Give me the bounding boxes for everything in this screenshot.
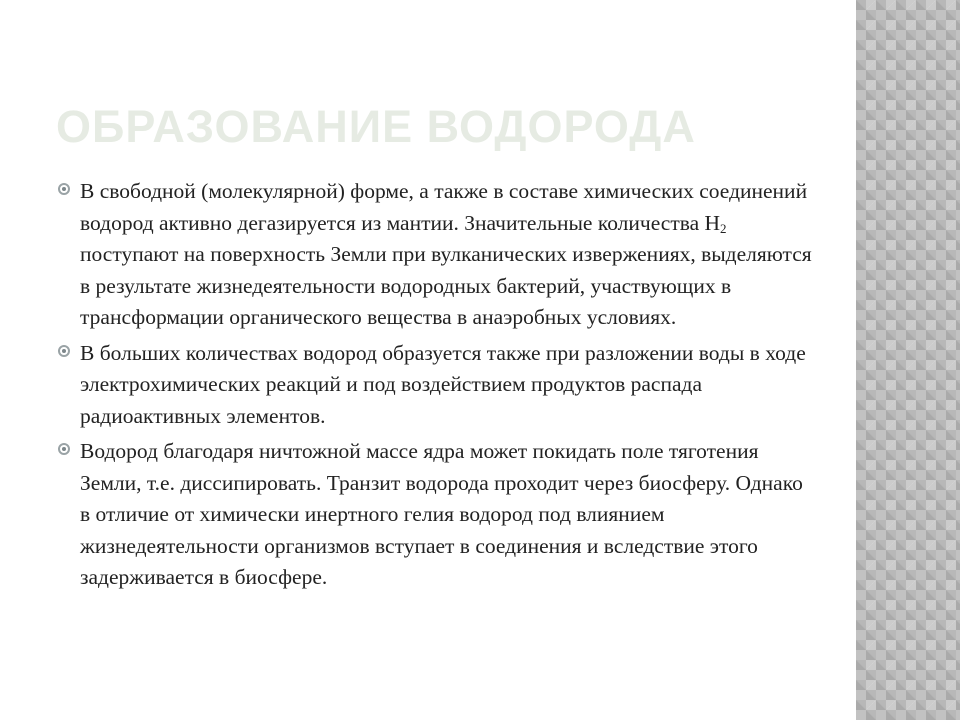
decorative-side-panel xyxy=(856,0,960,720)
bullet-item-3 xyxy=(56,436,816,594)
bullet-text-1b: поступают на поверхность Земли при вулканических извержениях, выделяются в результате жизнедеятельности водородных бактерий, участвующих в трансформации органического вещества в анаэробных условиях. xyxy=(80,242,812,329)
slide-title: ОБРАЗОВАНИЕ ВОДОРОДА xyxy=(56,101,696,152)
bullet-item-2 xyxy=(56,338,816,433)
subscript: 2 xyxy=(720,220,727,236)
circle-bullet-icon xyxy=(58,183,70,195)
bullet-item-1 xyxy=(56,176,816,334)
circle-bullet-icon xyxy=(58,443,70,455)
bullet-text-1a: В свободной (молекулярной) форме, а также в составе химических соединений водород активно дегазируется из мантии. Значительные количества H xyxy=(80,179,808,235)
circle-bullet-icon xyxy=(58,345,70,357)
bullet-text-2: В больших количествах водород образуется также при разложении воды в ходе электрохимических реакций и под воздействием продуктов распада радиоактивных элементов. xyxy=(80,340,806,428)
bullet-list xyxy=(56,176,816,598)
bullet-text-3: Водород благодаря ничтожной массе ядра может покидать поле тяготения Земли, т.е. диссипировать. Транзит водорода проходит через биосферу. Однако в отличие от химически инертного гелия водород под влиянием жизнедеятельности организмов вступает в соединения и вследствие этого задерживается в биосфере. xyxy=(80,439,803,589)
